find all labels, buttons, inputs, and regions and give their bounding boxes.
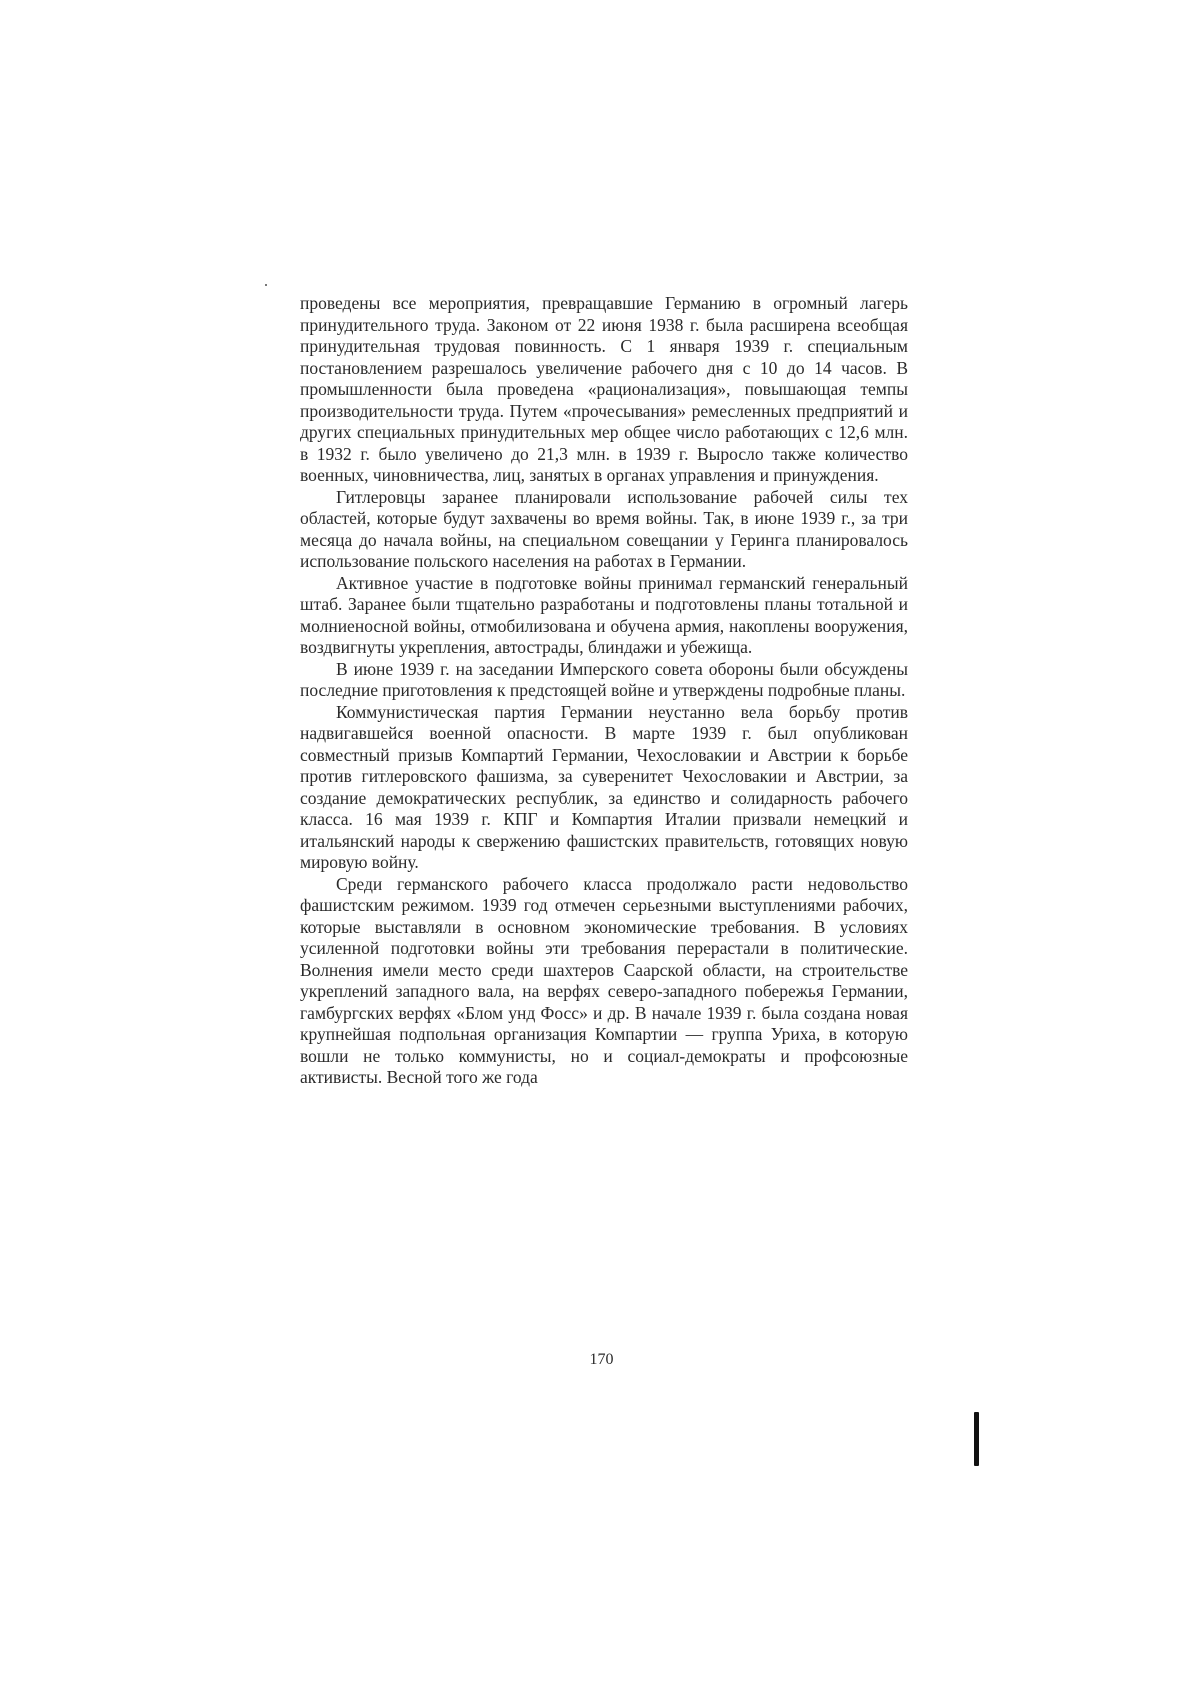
paragraph: Среди германского рабочего класса продолжало расти недовольство фашистским режимом. 1939 год отмечен серьезными выступлениями рабочих, которые выставляли в основном экономические требования. В условиях усиленной подготовки войны эти требования перерастали в политические. Волнения имели место среди шахтеров Саарской области, на строительстве укреплений западного вала, на верфях северо-западного побережья Германии, гамбургских верфях «Блом унд Фосс» и др. В начале 1939 г. была создана новая крупнейшая подпольная организация Компартии — группа Уриха, в которую вошли не только коммунисты, но и социал-демократы и профсоюзные активисты. Весной того же года xyxy=(300,873,908,1087)
paragraph: Гитлеровцы заранее планировали использование рабочей силы тех областей, которые будут захвачены во время войны. Так, в июне 1939 г., за три месяца до начала войны, на специальном совещании у Геринга планировалось использование польского населения на работах в Германии. xyxy=(300,486,908,571)
page-body xyxy=(300,293,908,1089)
paragraph: Активное участие в подготовке войны принимал германский генеральный штаб. Заранее были тщательно разработаны и подготовлены планы тотальной и молниеносной войны, отмобилизована и обучена армия, накоплены вооружения, воздвигнуты укрепления, автострады, блиндажи и убежища. xyxy=(300,572,908,657)
paragraph: В июне 1939 г. на заседании Имперского совета обороны были обсуждены последние приготовления к предстоящей войне и утверждены подробные планы. xyxy=(300,658,908,700)
scan-speck xyxy=(265,284,267,286)
page-number: 170 xyxy=(589,1351,614,1368)
scan-artifact-mark xyxy=(974,1412,979,1466)
paragraph: Коммунистическая партия Германии неустанно вела борьбу против надвигавшейся военной опасности. В марте 1939 г. был опубликован совместный призыв Компартий Германии, Чехословакии и Австрии к борьбе против гитлеровского фашизма, за суверенитет Чехословакии и Австрии, за создание демократических республик, за единство и солидарность рабочего класса. 16 мая 1939 г. КПГ и Компартия Италии призвали немецкий и итальянский народы к свержению фашистских правительств, готовящих новую мировую войну. xyxy=(300,701,908,872)
paragraph: проведены все мероприятия, превращавшие Германию в огромный лагерь принудительного труда. Законом от 22 июня 1938 г. была расширена всеобщая принудительная трудовая повинность. С 1 января 1939 г. специальным постановлением разрешалось увеличение рабочего дня с 10 до 14 часов. В промышленности была проведена «рационализация», повышающая темпы производительности труда. Путем «прочесывания» ремесленных предприятий и других специальных принудительных мер общее число работающих с 12,6 млн. в 1932 г. было увеличено до 21,3 млн. в 1939 г. Выросло также количество военных, чиновничества, лиц, занятых в органах управления и принуждения. xyxy=(300,293,908,485)
